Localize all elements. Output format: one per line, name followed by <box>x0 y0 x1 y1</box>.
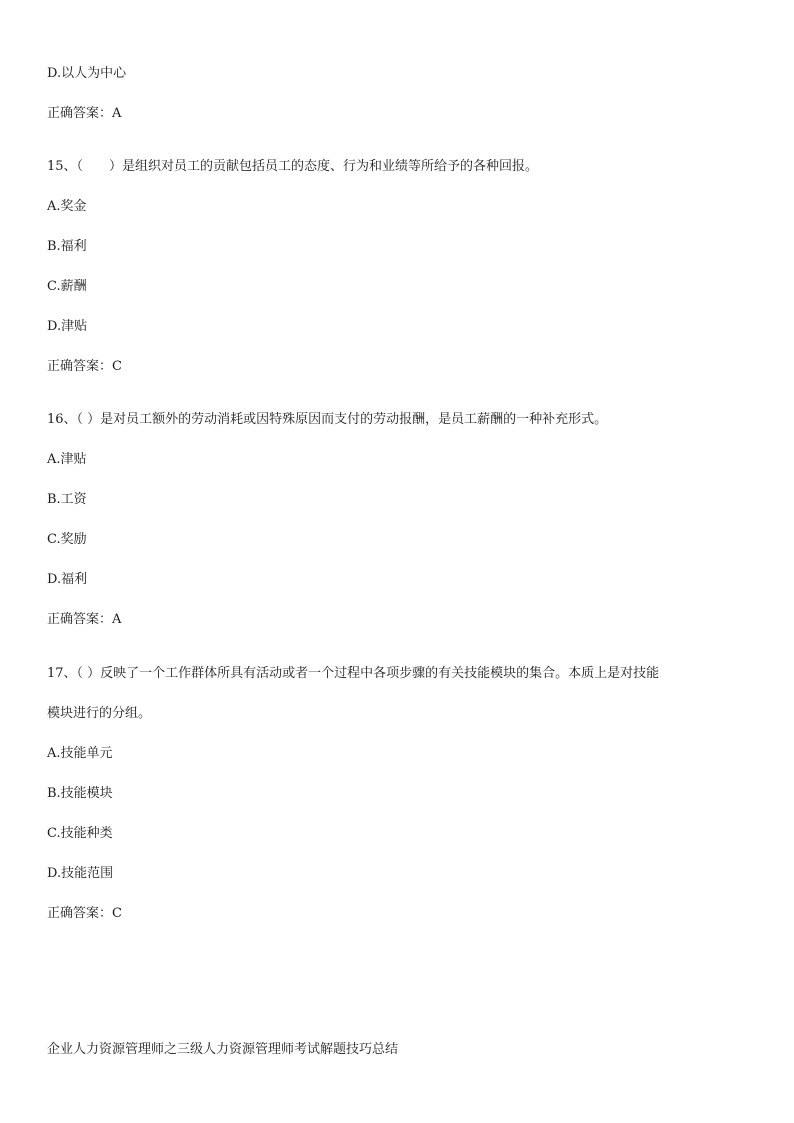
option-d: D.以人为中心 <box>47 66 127 81</box>
option-c: C.奖励 <box>47 532 87 547</box>
question-stem-17: 17、（ ）反映了一个工作群体所具有活动或者一个过程中各项步骤的有关技能模块的集合。本质上是对技能 <box>47 666 660 681</box>
correct-answer: 正确答案：A <box>47 106 122 121</box>
option-a: A.津贴 <box>47 452 87 467</box>
question-stem-16: 16、（ ）是对员工额外的劳动消耗或因特殊原因而支付的劳动报酬，是员工薪酬的一种补充形式。 <box>47 412 608 427</box>
question-stem-17-continued: 模块进行的分组。 <box>47 706 152 721</box>
option-a: A.奖金 <box>47 199 87 214</box>
option-c: C.薪酬 <box>47 279 87 294</box>
correct-answer: 正确答案：C <box>47 359 122 374</box>
option-d: D.津贴 <box>47 319 88 334</box>
question-stem-15: 15、（ ）是组织对员工的贡献包括员工的态度、行为和业绩等所给予的各种回报。 <box>47 159 539 174</box>
correct-answer: 正确答案：C <box>47 906 122 921</box>
option-d: D.技能范围 <box>47 866 114 881</box>
option-b: B.福利 <box>47 239 87 254</box>
option-b: B.工资 <box>47 492 87 507</box>
correct-answer: 正确答案：A <box>47 612 122 627</box>
option-d: D.福利 <box>47 572 88 587</box>
option-b: B.技能模块 <box>47 786 113 801</box>
option-a: A.技能单元 <box>47 746 113 761</box>
footer-title: 企业人力资源管理师之三级人力资源管理师考试解题技巧总结 <box>47 1042 399 1057</box>
option-c: C.技能种类 <box>47 826 113 841</box>
